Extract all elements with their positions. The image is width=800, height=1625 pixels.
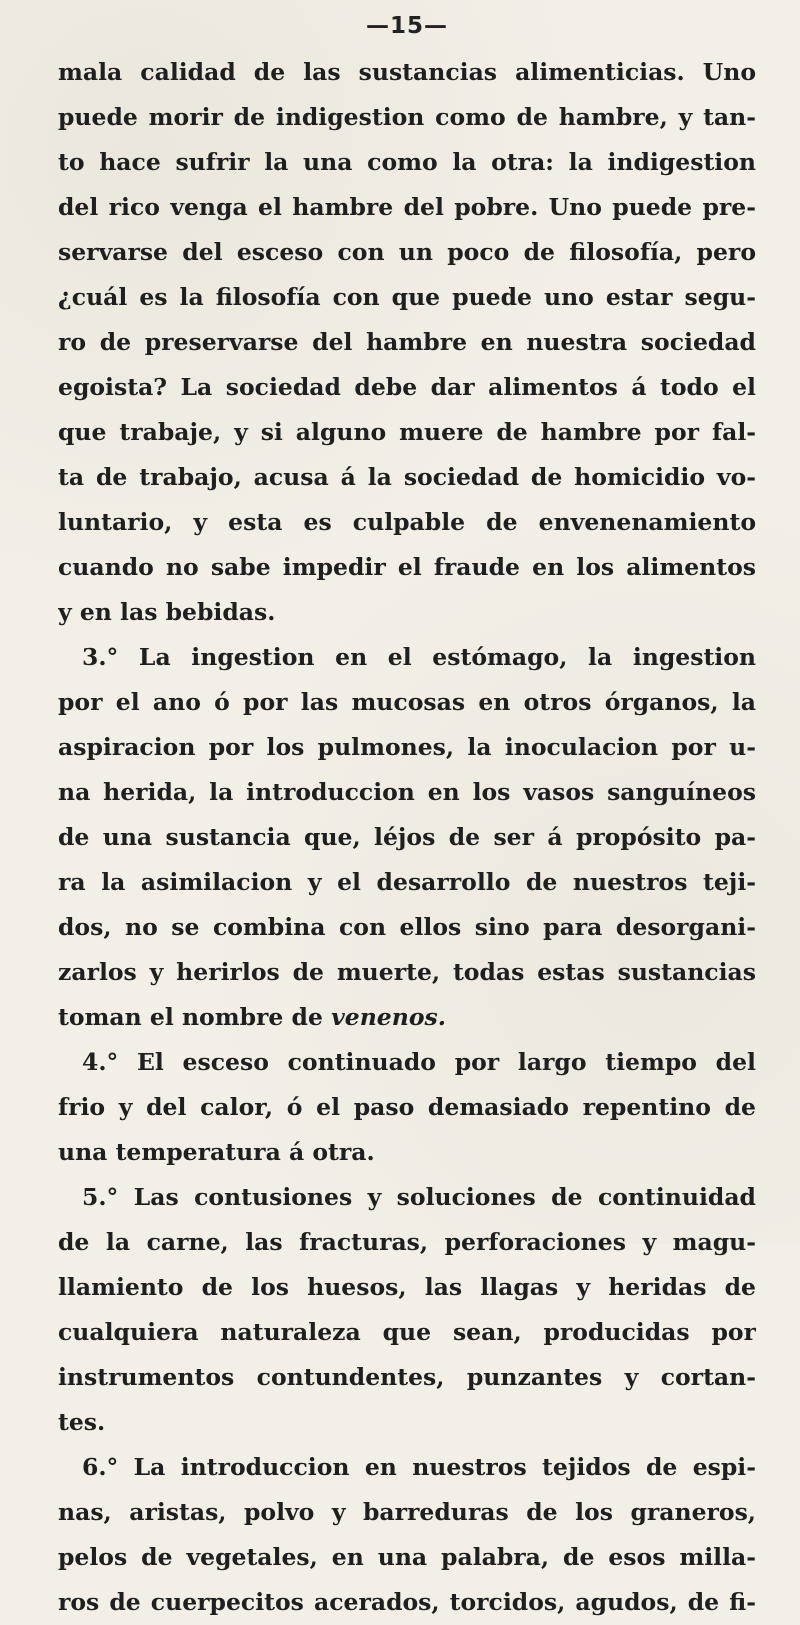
text-line: ra la asimilacion y el desarrollo de nuestros teji-	[58, 868, 756, 896]
text-line: y en las bebidas.	[58, 598, 276, 626]
text-line: del rico venga el hambre del pobre. Uno puede pre-	[58, 193, 756, 221]
text-line: egoista? La sociedad debe dar alimentos á todo el	[58, 373, 756, 401]
text-line	[58, 995, 756, 1040]
text-line: ro de preservarse del hambre en nuestra sociedad	[58, 328, 756, 356]
text-line: 3.° La ingestion en el estómago, la ingestion	[82, 643, 756, 671]
text-line: nas, aristas, polvo y barreduras de los graneros,	[58, 1498, 756, 1526]
text-line: cuando no sabe impedir el fraude en los alimentos	[58, 553, 756, 581]
text-line: mala calidad de las sustancias alimenticias. Uno	[58, 58, 756, 86]
text-line: na herida, la introduccion en los vasos sanguíneos	[58, 778, 756, 806]
text-line: 5.° Las contusiones y soluciones de continuidad	[82, 1183, 756, 1211]
text-line: frio y del calor, ó el paso demasiado repentino de	[58, 1093, 756, 1121]
text-line: zarlos y herirlos de muerte, todas estas sustancias	[58, 958, 756, 986]
text-line: de la carne, las fracturas, perforaciones y magu-	[58, 1228, 756, 1256]
text-line: puede morir de indigestion como de hambre, y tan-	[58, 103, 756, 131]
text-line: pelos de vegetales, en una palabra, de esos milla-	[58, 1543, 756, 1571]
text-line: ros de cuerpecitos acerados, torcidos, agudos, de fi-	[58, 1588, 756, 1616]
text-line: llamiento de los huesos, las llagas y heridas de	[58, 1273, 756, 1301]
text-line: de una sustancia que, léjos de ser á propósito pa-	[58, 823, 756, 851]
text-line: instrumentos contundentes, punzantes y cortan-	[58, 1363, 756, 1391]
text-line: 6.° La introduccion en nuestros tejidos de espi-	[82, 1453, 756, 1481]
text-line: una temperatura á otra.	[58, 1138, 375, 1166]
text-line: 4.° El esceso continuado por largo tiempo del	[82, 1048, 756, 1076]
text-line: tes.	[58, 1408, 106, 1436]
text-line: ¿cuál es la filosofía con que puede uno estar segu-	[58, 283, 756, 311]
text-line: aspiracion por los pulmones, la inoculacion por u-	[58, 733, 756, 761]
text-line: ta de trabajo, acusa á la sociedad de homicidio vo-	[58, 463, 756, 491]
text-line: to hace sufrir la una como la otra: la indigestion	[58, 148, 756, 176]
text-line: dos, no se combina con ellos sino para desorgani-	[58, 913, 756, 941]
text-line: servarse del esceso con un poco de filosofía, pero	[58, 238, 756, 266]
text-line: por el ano ó por las mucosas en otros órganos, la	[58, 688, 756, 716]
text-line: luntario, y esta es culpable de envenenamiento	[58, 508, 756, 536]
body-text	[58, 50, 756, 1625]
text-line: que trabaje, y si alguno muere de hambre por fal-	[58, 418, 756, 446]
page-number: —15—	[365, 13, 448, 39]
italic-term: venenos.	[331, 1003, 446, 1031]
text-line: cualquiera naturaleza que sean, producidas por	[58, 1318, 756, 1346]
text-fragment: toman el nombre de	[58, 1003, 323, 1031]
